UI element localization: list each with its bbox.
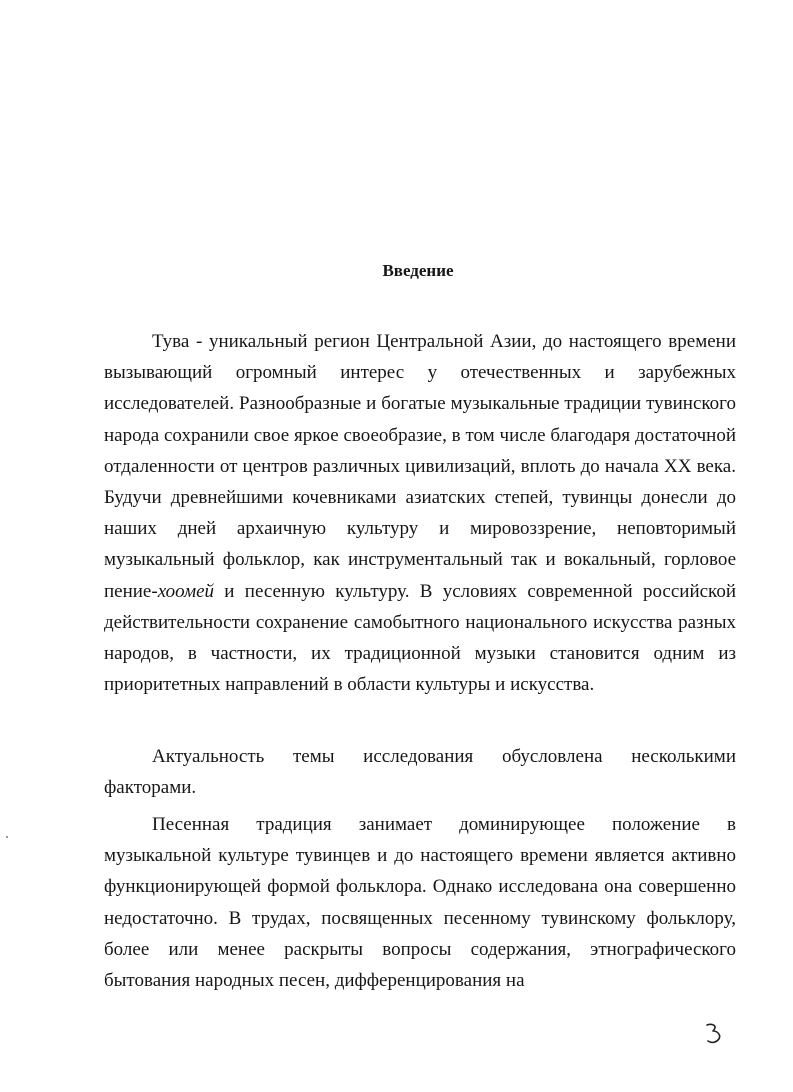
paragraph-intro-text-end: и песенную культуру. В условиях современной российской действительности сохранение самобытного национального искусства разных народов, в частности, их традиционной музыки становится одним из приоритетных направлений в области культуры и искусства. [104,580,736,696]
paragraph-intro [104,326,736,700]
paragraph-intro-italic-term: хоомей [157,580,214,602]
scan-speck [6,836,8,838]
page-title: Введение [382,261,454,280]
paragraph-song-tradition: Песенная традиция занимает доминирующее положение в музыкальной культуре тувинцев и до настоящего времени является активно функционирующей формой фольклора. Однако исследована она совершенно недостаточно. В трудах, посвященных песенному тувинскому фольклору, более или менее раскрыты вопросы содержания, этнографического бытования народных песен, дифференцирования на [104,814,736,992]
handwritten-page-number [701,1022,727,1048]
paragraph-relevance: Актуальность темы исследования обусловлена несколькими факторами. [104,746,736,799]
paragraph-intro-text: Тува - уникальный регион Центральной Азии, до настоящего времени вызывающий огромный интерес у отечественных и зарубежных исследователей. Разнообразные и богатые музыкальные традиции тувинского народа сохранили свое яркое своеобразие, в том числе благодаря достаточной отдаленности от центров различных цивилизаций, вплоть до начала XX века. Будучи древнейшими кочевниками азиатских степей, тувинцы донесли до наших дней архаичную культуру и мировоззрение, неповторимый музыкальный фольклор, как инструментальный так и вокальный, горловое пение- [104,331,736,602]
